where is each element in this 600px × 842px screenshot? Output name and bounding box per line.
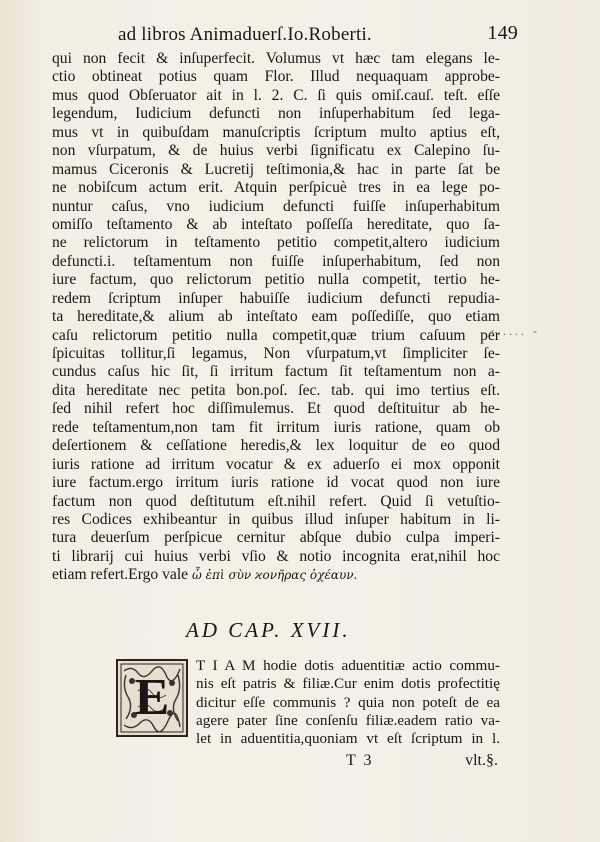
main-text-block: [52, 50, 500, 585]
text-line: mamus Ciceronis & Lucretij teſtimonia,& hac in parte ſat be: [52, 160, 500, 178]
text-line: mus vt in quibuſdam manuſcriptis ſcriptum multo aptius eſt,: [52, 123, 500, 141]
chapter-line: let in aduentitia,quoniam vt eſt ſcriptum in l.: [196, 730, 500, 748]
text-line: iuris ratione ad irritum vocatur & ex aduerſo ei mox opponit: [52, 455, 500, 473]
closing-greek: ὦ ἐπὶ σὺν ϰονῆρας ὀχέαυν.: [192, 568, 358, 583]
page-number: 149: [487, 22, 518, 44]
text-line: iure factum.ergo irritum iuris ratione id vocat quod non iure: [52, 474, 500, 492]
text-line: dita hereditate nec petita bon.poſ. ſec. tab. qui imo tertius eſt.: [52, 381, 500, 399]
initial-letter: E: [134, 669, 170, 726]
text-line: omiſſo teſtamento & ab inteſtato poſſeſſa hereditate, quo ſa-: [52, 215, 500, 233]
text-line: ſed nihil refert hoc diſſimulemus. Et quod deſtituitur ab he-: [52, 400, 500, 418]
text-line: redem ſcriptum inſuper habuiſſe iudicium defuncti repudia-: [52, 289, 500, 307]
page-footer: [346, 752, 498, 774]
text-line: rede teſtamentum,non tam fit irritum iuris ratione, quam ob: [52, 418, 500, 436]
text-line: tura deuerſum perſpicue cernitur abſque dubio culpa imperi-: [52, 529, 500, 547]
text-line: mus quod Obſeruator ait in l. 2. C. ſi quis omiſ.cauſ. teſt. eſſe: [52, 86, 500, 104]
text-line: non vſurpatum, & de huius verbi ſignificatu ex Calepino ſu-: [52, 142, 500, 160]
chapter-heading: AD CAP. XVII.: [186, 618, 351, 642]
closing-line: [52, 566, 500, 584]
text-line: ne relictorum in teſtamento petitio competit,altero iudicium: [52, 234, 500, 252]
catchword: vlt.§.: [465, 752, 498, 769]
text-line: factum non quod deſtitutum eſt.nihil refert. Quid ſi vetuſtio-: [52, 492, 500, 510]
chapter-line: dicitur eſſe communis ? quia non poteſt de ea: [196, 693, 500, 711]
text-line: ſpicuitas tollitur,ſi legamus, Non vſurpatum,vt ſimpliciter ſe-: [52, 345, 500, 362]
text-line: cundus caſus hic ſit, ſi irritum factum ſit teſtamentum non a-: [52, 363, 500, 381]
signature-mark: T 3: [346, 752, 374, 769]
decorated-initial: [116, 659, 188, 737]
running-head: [118, 22, 518, 50]
text-line: ctio obtineat potius quam Flor. Illud nequaquam approbe-: [52, 68, 500, 86]
text-line: defuncti.i. teſtamentum non fuiſſe inſuperhabitum, ſed non: [52, 252, 500, 270]
running-title: ad libros Animaduerſ.Io.Roberti.: [118, 24, 372, 45]
text-line: ne nobiſcum actum erit. Atquin perſpicuè tres in ea lege po-: [52, 179, 500, 197]
text-line: res Codices exhibeantur in quibus illud inſuper habitum in li-: [52, 510, 500, 528]
chapter-line: agere pater ſine conſenſu filiæ.eadem ratio va-: [196, 711, 500, 729]
text-line: qui non fecit & inſuperfecit. Volumus vt hæc tam elegans le-: [52, 50, 500, 67]
chapter-line: T I A M hodie dotis aduentitiæ actio commu-: [196, 657, 500, 674]
chapter-line: nis eſt patris & filiæ.Cur enim dotis profectitię: [196, 675, 500, 693]
text-line: legendum, Iudicium defuncti non inſuperhabitum ſed lega-: [52, 105, 500, 123]
chapter-text-block: [196, 657, 500, 748]
text-line: caſu relictorum petitio nulla competit,quæ trium caſuum per: [52, 326, 500, 344]
closing-latin: etiam refert.Ergo vale: [52, 566, 189, 584]
text-line: ta hereditate,& alium ab inteſtato eam poſſediſſe, quo etiam: [52, 308, 500, 326]
text-line: ti librarij cui huius verbi vſio & notio incognita erat,nihil hoc: [52, 547, 500, 565]
text-line: iure factum, quo relictorum petitio nulla competit, tertio he-: [52, 271, 500, 289]
margin-marks: ⸗..... -: [490, 324, 540, 338]
text-line: deſertionem & ceſſatione heredis,& lex loquitur de eo quod: [52, 437, 500, 455]
text-line: nuntur caſus, vno iudicium defuncti fuiſſe inſuperhabitum: [52, 197, 500, 215]
